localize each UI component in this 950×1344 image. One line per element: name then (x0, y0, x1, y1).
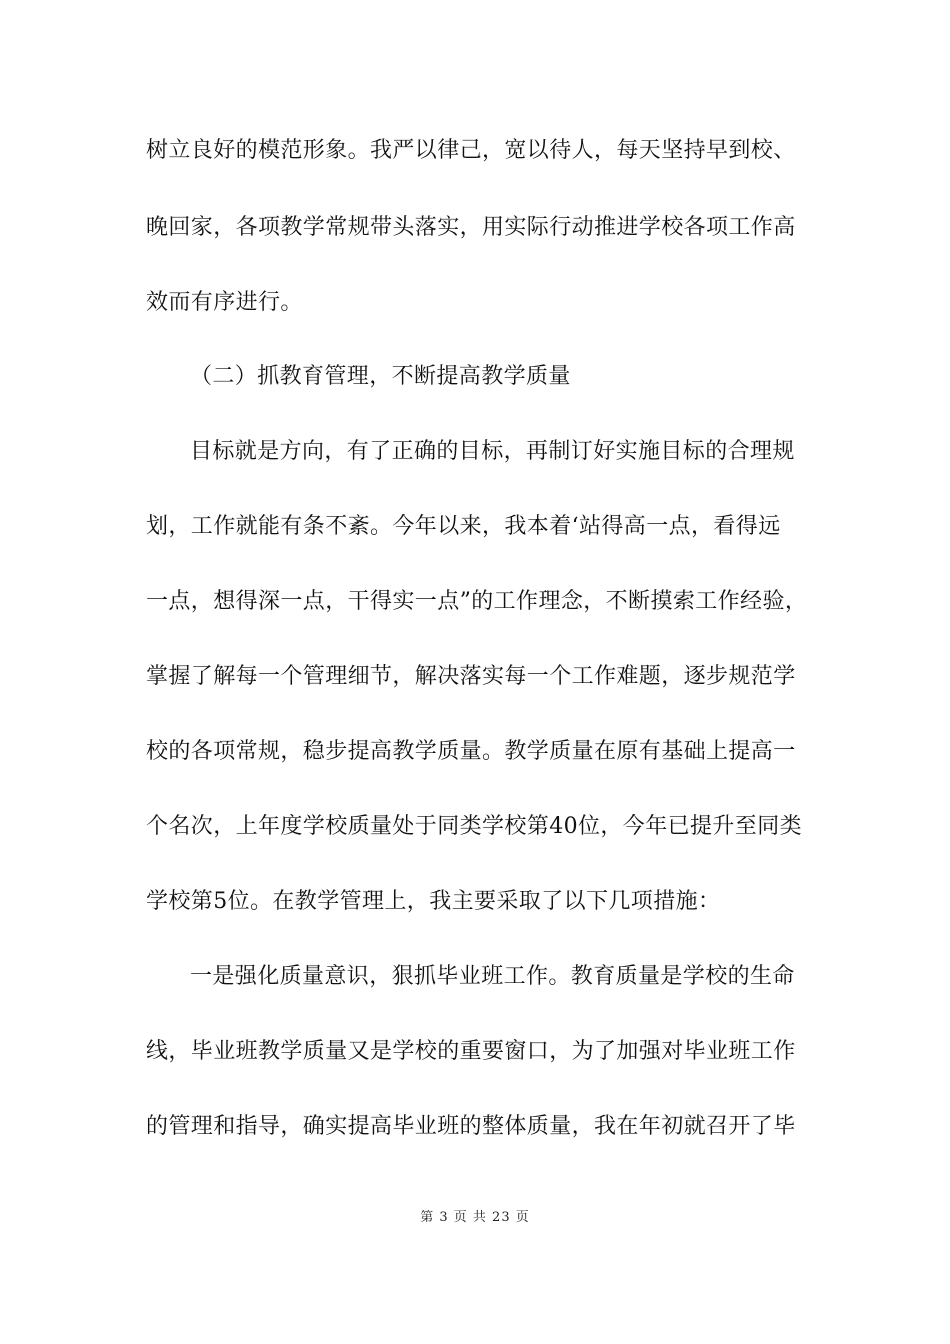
text-line: 一点，想得深一点，干得实一点”的工作理念，不断摸索工作经验， (146, 589, 808, 614)
text-line: 晚回家，各项教学常规带头落实，用实际行动推进学校各项工作高 (146, 215, 796, 240)
text-line: 的管理和指导，确实提高毕业班的整体质量，我在年初就召开了毕 (146, 1114, 796, 1139)
text-line: 目标就是方向，有了正确的目标，再制订好实施目标的合理规 (190, 439, 795, 464)
text-line: 线，毕业班教学质量又是学校的重要窗口，为了加强对毕业班工作 (146, 1039, 796, 1064)
text-line: 划，工作就能有条不紊。今年以来，我本着‘站得高一点，看得远 (146, 514, 781, 539)
text-line: 学校第5位。在教学管理上，我主要采取了以下几项措施： (146, 889, 721, 914)
text-line: 个名次，上年度学校质量处于同类学校第40位，今年已提升至同类 (146, 814, 802, 839)
page-number-footer: 第 3 页 共 23 页 (420, 1210, 530, 1225)
text-line: 树立良好的模范形象。我严以律己，宽以待人，每天坚持早到校、 (146, 138, 796, 163)
text-line: 一是强化质量意识，狠抓毕业班工作。教育质量是学校的生命 (190, 964, 795, 989)
text-line: 掌握了解每一个管理细节，解决落实每一个工作难题，逐步规范学 (146, 664, 796, 689)
text-line: 校的各项常规，稳步提高教学质量。教学质量在原有基础上提高一 (146, 739, 796, 764)
section-heading: （二）抓教育管理，不断提高教学质量 (190, 364, 571, 389)
text-line: 效而有序进行。 (146, 290, 303, 315)
